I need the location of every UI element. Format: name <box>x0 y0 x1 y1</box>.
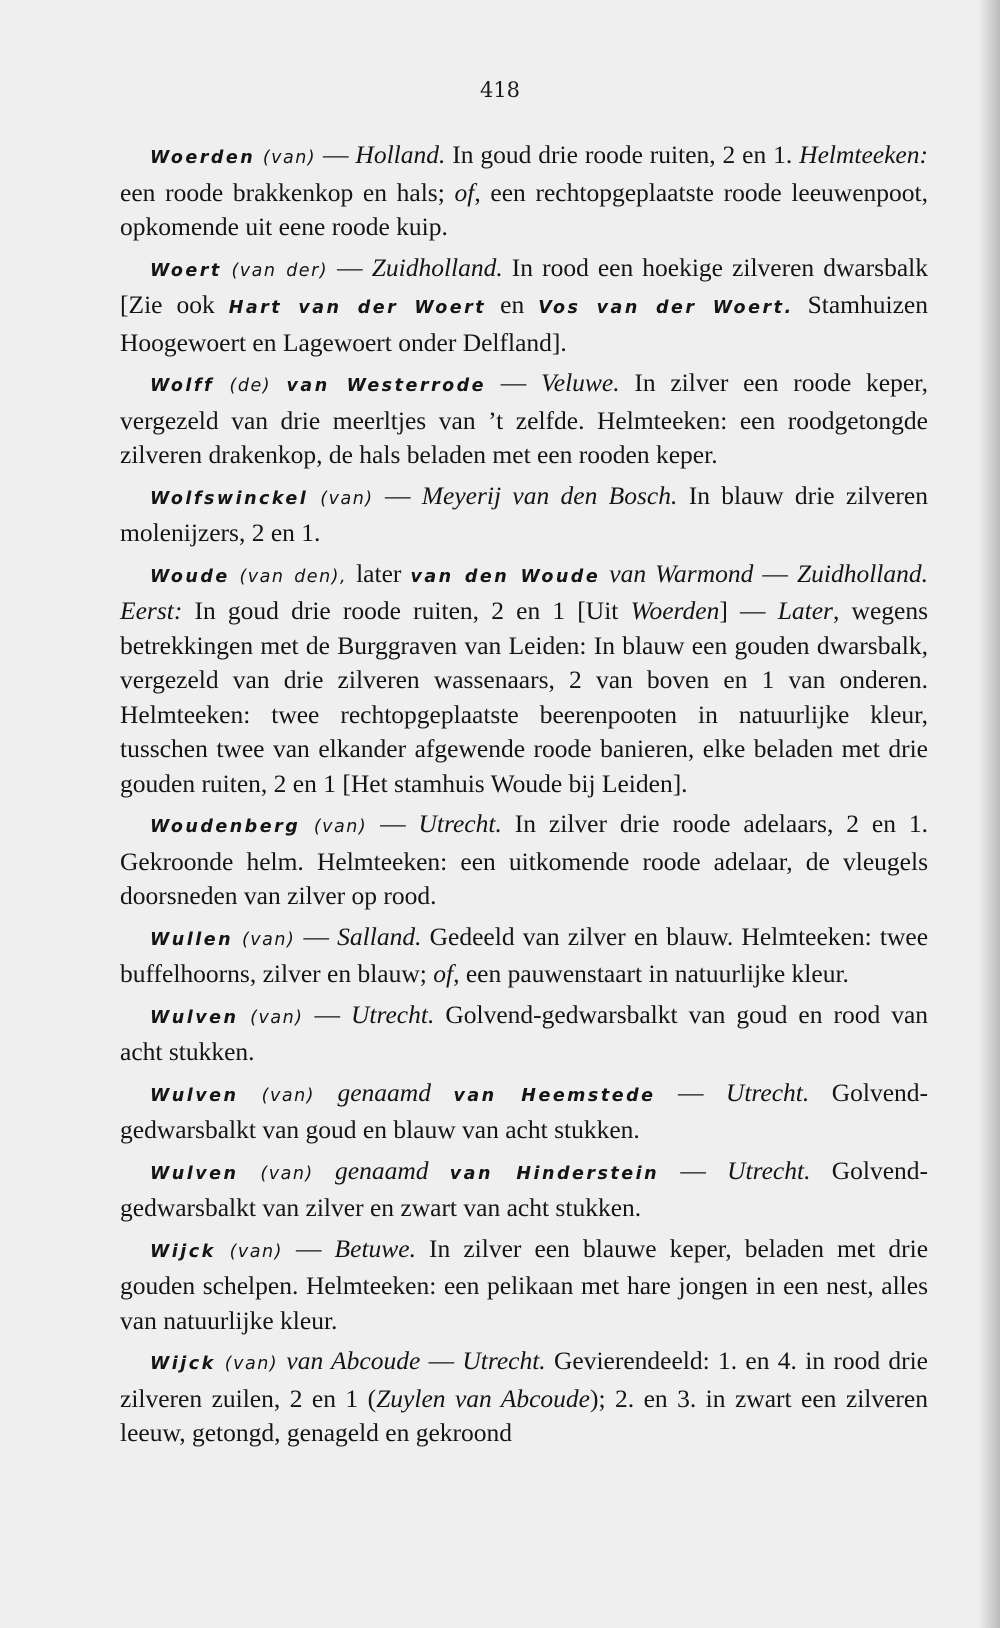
entry-text: In blauw drie zilveren molenijzers, 2 en 1. <box>120 480 928 547</box>
armorial-entry <box>120 1344 928 1451</box>
entry-text: Stamhuizen Hoogewoert en Lagewoert onder Delfland]. <box>120 290 928 357</box>
entry-text: — <box>659 1155 728 1185</box>
entry-particle: (van) <box>238 1007 304 1028</box>
entry-italic-text: Eerst: <box>120 596 183 625</box>
entry-text: en <box>486 290 539 319</box>
armorial-entry <box>120 998 928 1070</box>
entry-particle: (van) <box>215 1241 283 1262</box>
entry-italic-text: van Warmond <box>600 558 754 588</box>
armorial-entry <box>120 1154 928 1226</box>
entry-italic-text: Utrecht. <box>418 809 502 838</box>
entry-cross-reference: van Heemstede <box>453 1085 656 1106</box>
entry-text: In zilver drie roode adelaars, 2 en 1. Gekroonde helm. Helmteeken: een uitkomende roode adelaar, de vleugels doorsneden van zilver op rood. <box>120 809 929 910</box>
entry-italic-text: Holland. <box>355 140 446 169</box>
entry-italic-text: Veluwe. <box>541 368 620 397</box>
entry-italic-text: Utrecht. <box>727 1155 811 1185</box>
entry-text: later <box>347 558 411 588</box>
entry-particle: (van) <box>215 1354 279 1374</box>
entry-family-name: Wullen <box>150 929 234 950</box>
entry-family-name: Woerden <box>150 148 256 168</box>
entry-particle: (van) <box>255 148 317 168</box>
entry-italic-text: Helmteeken: <box>799 140 928 169</box>
entry-family-name: Wijck <box>150 1354 216 1374</box>
entry-text: In rood een hoekige zilveren dwarsbalk [Zie ook <box>120 252 929 319</box>
entry-text: , wegens betrekkingen met de Burggraven van Leiden: In blauw een gouden dwarsbalk, vergezeld van drie zilveren wassenaars, 2 van boven en 1 van onderen. Helmteeken: twee rechtopgeplaatste beerenpooten in natuurlijke kleur, tusschen twee van elkander afgewende roode banieren, elke beladen met drie gouden ruiten, 2 en 1 [Het stamhuis Woude bij Leiden]. <box>120 596 928 798</box>
entry-text: — <box>328 252 372 282</box>
entry-text: — <box>316 140 356 169</box>
armorial-entry <box>120 1076 928 1148</box>
entry-cross-reference: van den Woude <box>410 566 601 587</box>
entry-text: — <box>655 1077 726 1107</box>
entry-text: — <box>753 558 797 588</box>
entry-italic-text: genaamd <box>315 1077 454 1107</box>
entry-family-name: Wolfswinckel <box>150 488 309 509</box>
entry-family-name: Woert <box>150 260 222 281</box>
entry-italic-text: van Abcoude <box>278 1346 421 1375</box>
page-edge-shadow <box>978 0 1000 1628</box>
entry-text: Golvend-gedwarsbalkt van goud en rood van acht stukken. <box>120 999 929 1066</box>
entry-text: In zilver een blauwe keper, beladen met drie gouden schelpen. Helmteeken: een pelikaan met hare jongen in een nest, alles van natuurlijke kleur. <box>120 1233 929 1335</box>
entry-italic-text: of <box>433 959 454 988</box>
entry-text: — <box>295 921 338 951</box>
entry-text: , een pauwenstaart in natuurlijke kleur. <box>453 959 849 988</box>
entry-family-name: Wulven <box>150 1007 239 1028</box>
entry-text: In goud drie roode ruiten, 2 en 1. <box>445 140 800 169</box>
entry-text: een roode brakkenkop en hals; <box>120 177 455 207</box>
entry-particle: (van) <box>308 488 374 509</box>
armorial-entry <box>120 920 928 992</box>
entry-italic-text: Zuylen van Abcoude <box>376 1383 590 1413</box>
armorial-entry <box>120 557 928 802</box>
entry-particle: (van den), <box>229 566 348 587</box>
armorial-text <box>120 138 928 1457</box>
entry-italic-text: Zuidholland. <box>371 252 503 282</box>
entry-text: — <box>282 1233 335 1263</box>
entry-italic-text: Zuidholland. <box>796 558 929 588</box>
armorial-entry <box>120 807 928 914</box>
entry-italic-text: of <box>454 177 475 207</box>
entry-text: — <box>486 368 541 397</box>
entry-text: In zilver een roode keper, vergezeld van drie meerltjes van ’t zelfde. Helmteeken: een roodgetongde zilveren drakenkop, de hals beladen met een rooden keper. <box>120 368 929 469</box>
entry-particle: (van) <box>238 1163 314 1184</box>
entry-italic-text: Salland. <box>337 921 422 951</box>
entry-italic-text: Meyerij van den Bosch. <box>421 480 678 510</box>
entry-family-name: Wijck <box>150 1241 216 1262</box>
entry-family-name: Wulven <box>150 1085 239 1106</box>
armorial-entry <box>120 479 928 551</box>
entry-italic-text: Utrecht. <box>351 999 435 1029</box>
entry-text: ] — <box>719 596 778 625</box>
entry-text: Gedeeld van zilver en blauw. Helmteeken: twee buffelhoorns, zilver en blauw; <box>120 921 929 988</box>
entry-text: Golvend-gedwarsbalkt van goud en blauw van acht stukken. <box>120 1077 929 1144</box>
entry-text: — <box>373 480 422 510</box>
entry-family-name: Woude <box>150 566 230 587</box>
entry-text: — <box>367 809 419 838</box>
entry-text: ); 2. en 3. in zwart een zilveren leeuw, getongd, genageld en gekroond <box>120 1383 928 1447</box>
armorial-entry <box>120 138 928 245</box>
entry-cross-reference: Hart van der Woert <box>228 298 487 318</box>
entry-text: — <box>303 999 352 1029</box>
armorial-entry <box>120 1232 928 1339</box>
entry-cross-reference: Vos van der Woert. <box>538 298 794 318</box>
entry-text: — <box>420 1346 463 1375</box>
entry-particle: (van) <box>238 1085 315 1106</box>
entry-italic-text: Later <box>777 596 833 625</box>
entry-family-name: Wolff <box>150 376 215 396</box>
entry-italic-text: Betuwe. <box>334 1233 416 1263</box>
page-number: 418 <box>479 78 521 102</box>
entry-particle: (de) <box>214 376 287 396</box>
entry-text: , een rechtopgeplaatste roode leeuwenpoot, opkomende uit eene roode kuip. <box>120 177 928 241</box>
entry-particle: (van der) <box>221 260 329 281</box>
entry-text: In goud drie roode ruiten, 2 en 1 [Uit <box>182 596 631 625</box>
armorial-entry <box>120 251 928 361</box>
entry-family-name: Woudenberg <box>150 817 301 837</box>
entry-family-name: Wulven <box>150 1163 239 1184</box>
entry-italic-text: Woerden <box>630 596 720 625</box>
entry-text: Golvend-gedwarsbalkt van zilver en zwart van acht stukken. <box>120 1155 929 1222</box>
entry-italic-text: Utrecht. <box>462 1346 546 1375</box>
entry-particle: (van) <box>300 817 368 837</box>
entry-italic-text: Utrecht. <box>725 1077 810 1107</box>
entry-cross-reference: van Hinderstein <box>449 1163 660 1184</box>
armorial-entry <box>120 366 928 473</box>
entry-italic-text: genaamd <box>313 1155 450 1185</box>
entry-particle: (van) <box>233 929 296 950</box>
entry-text: Gevierendeeld: 1. en 4. in rood drie zilveren zuilen, 2 en 1 ( <box>120 1346 929 1413</box>
entry-cross-reference: van Westerrode <box>286 376 487 396</box>
